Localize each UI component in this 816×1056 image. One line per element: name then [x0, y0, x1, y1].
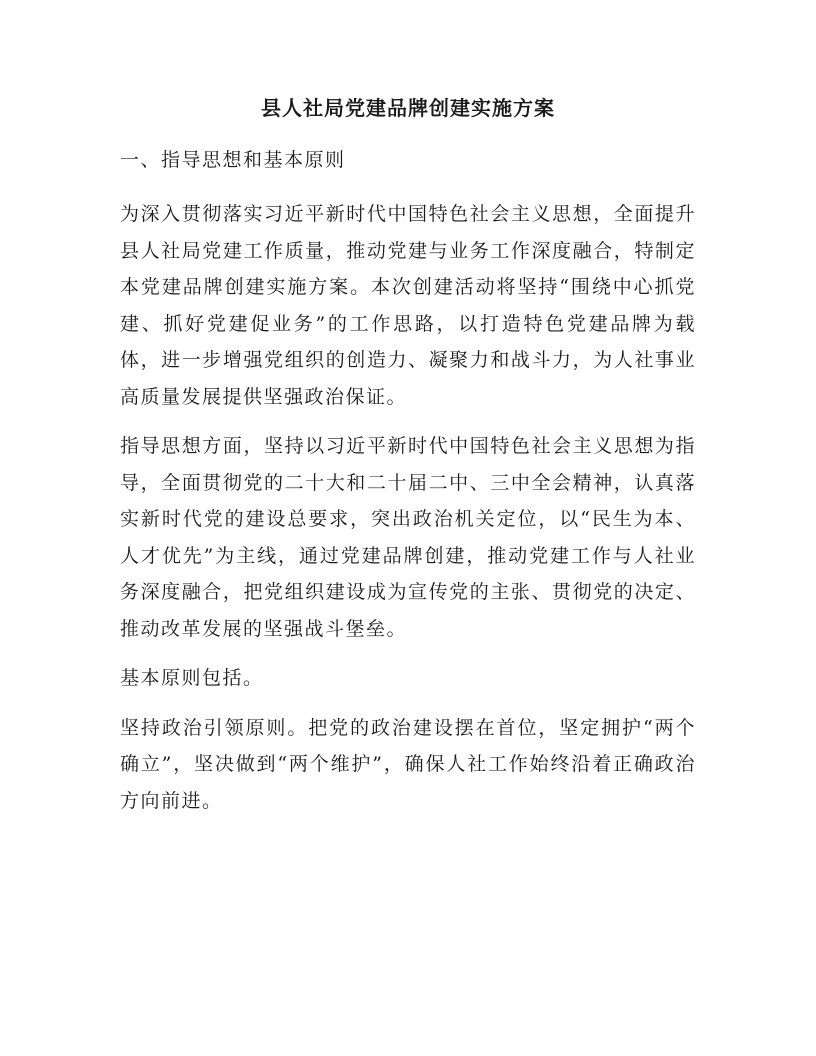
paragraph-intro: 为深入贯彻落实习近平新时代中国特色社会主义思想，全面提升县人社局党建工作质量，推动党建与业务工作深度融合，特制定本党建品牌创建实施方案。本次创建活动将坚持“围绕中心抓党建、抓好党建促业务”的工作思路，以打造特色党建品牌为载体，进一步增强党组织的创造力、凝聚力和战斗力，为人社事业高质量发展提供坚强政治保证。: [120, 203, 696, 408]
section-heading: 一、指导思想和基本原则: [120, 149, 346, 171]
document-page: [120, 88, 696, 832]
paragraph-political-guidance: 坚持政治引领原则。把党的政治建设摆在首位，坚定拥护“两个确立”，坚决做到“两个维护”，确保人社工作始终沿着正确政治方向前进。: [120, 716, 696, 812]
paragraph-guiding-ideology: 指导思想方面，坚持以习近平新时代中国特色社会主义思想为指导，全面贯彻党的二十大和二十届二中、三中全会精神，认真落实新时代党的建设总要求，突出政治机关定位，以“民生为本、人才优先”为主线，通过党建品牌创建，推动党建工作与人社业务深度融合，把党组织建设成为宣传党的主张、贯彻党的决定、推动改革发展的坚强战斗堡垒。: [120, 435, 696, 640]
paragraph-principles-intro: 基本原则包括。: [120, 667, 264, 689]
document-title: 县人社局党建品牌创建实施方案: [261, 96, 555, 120]
